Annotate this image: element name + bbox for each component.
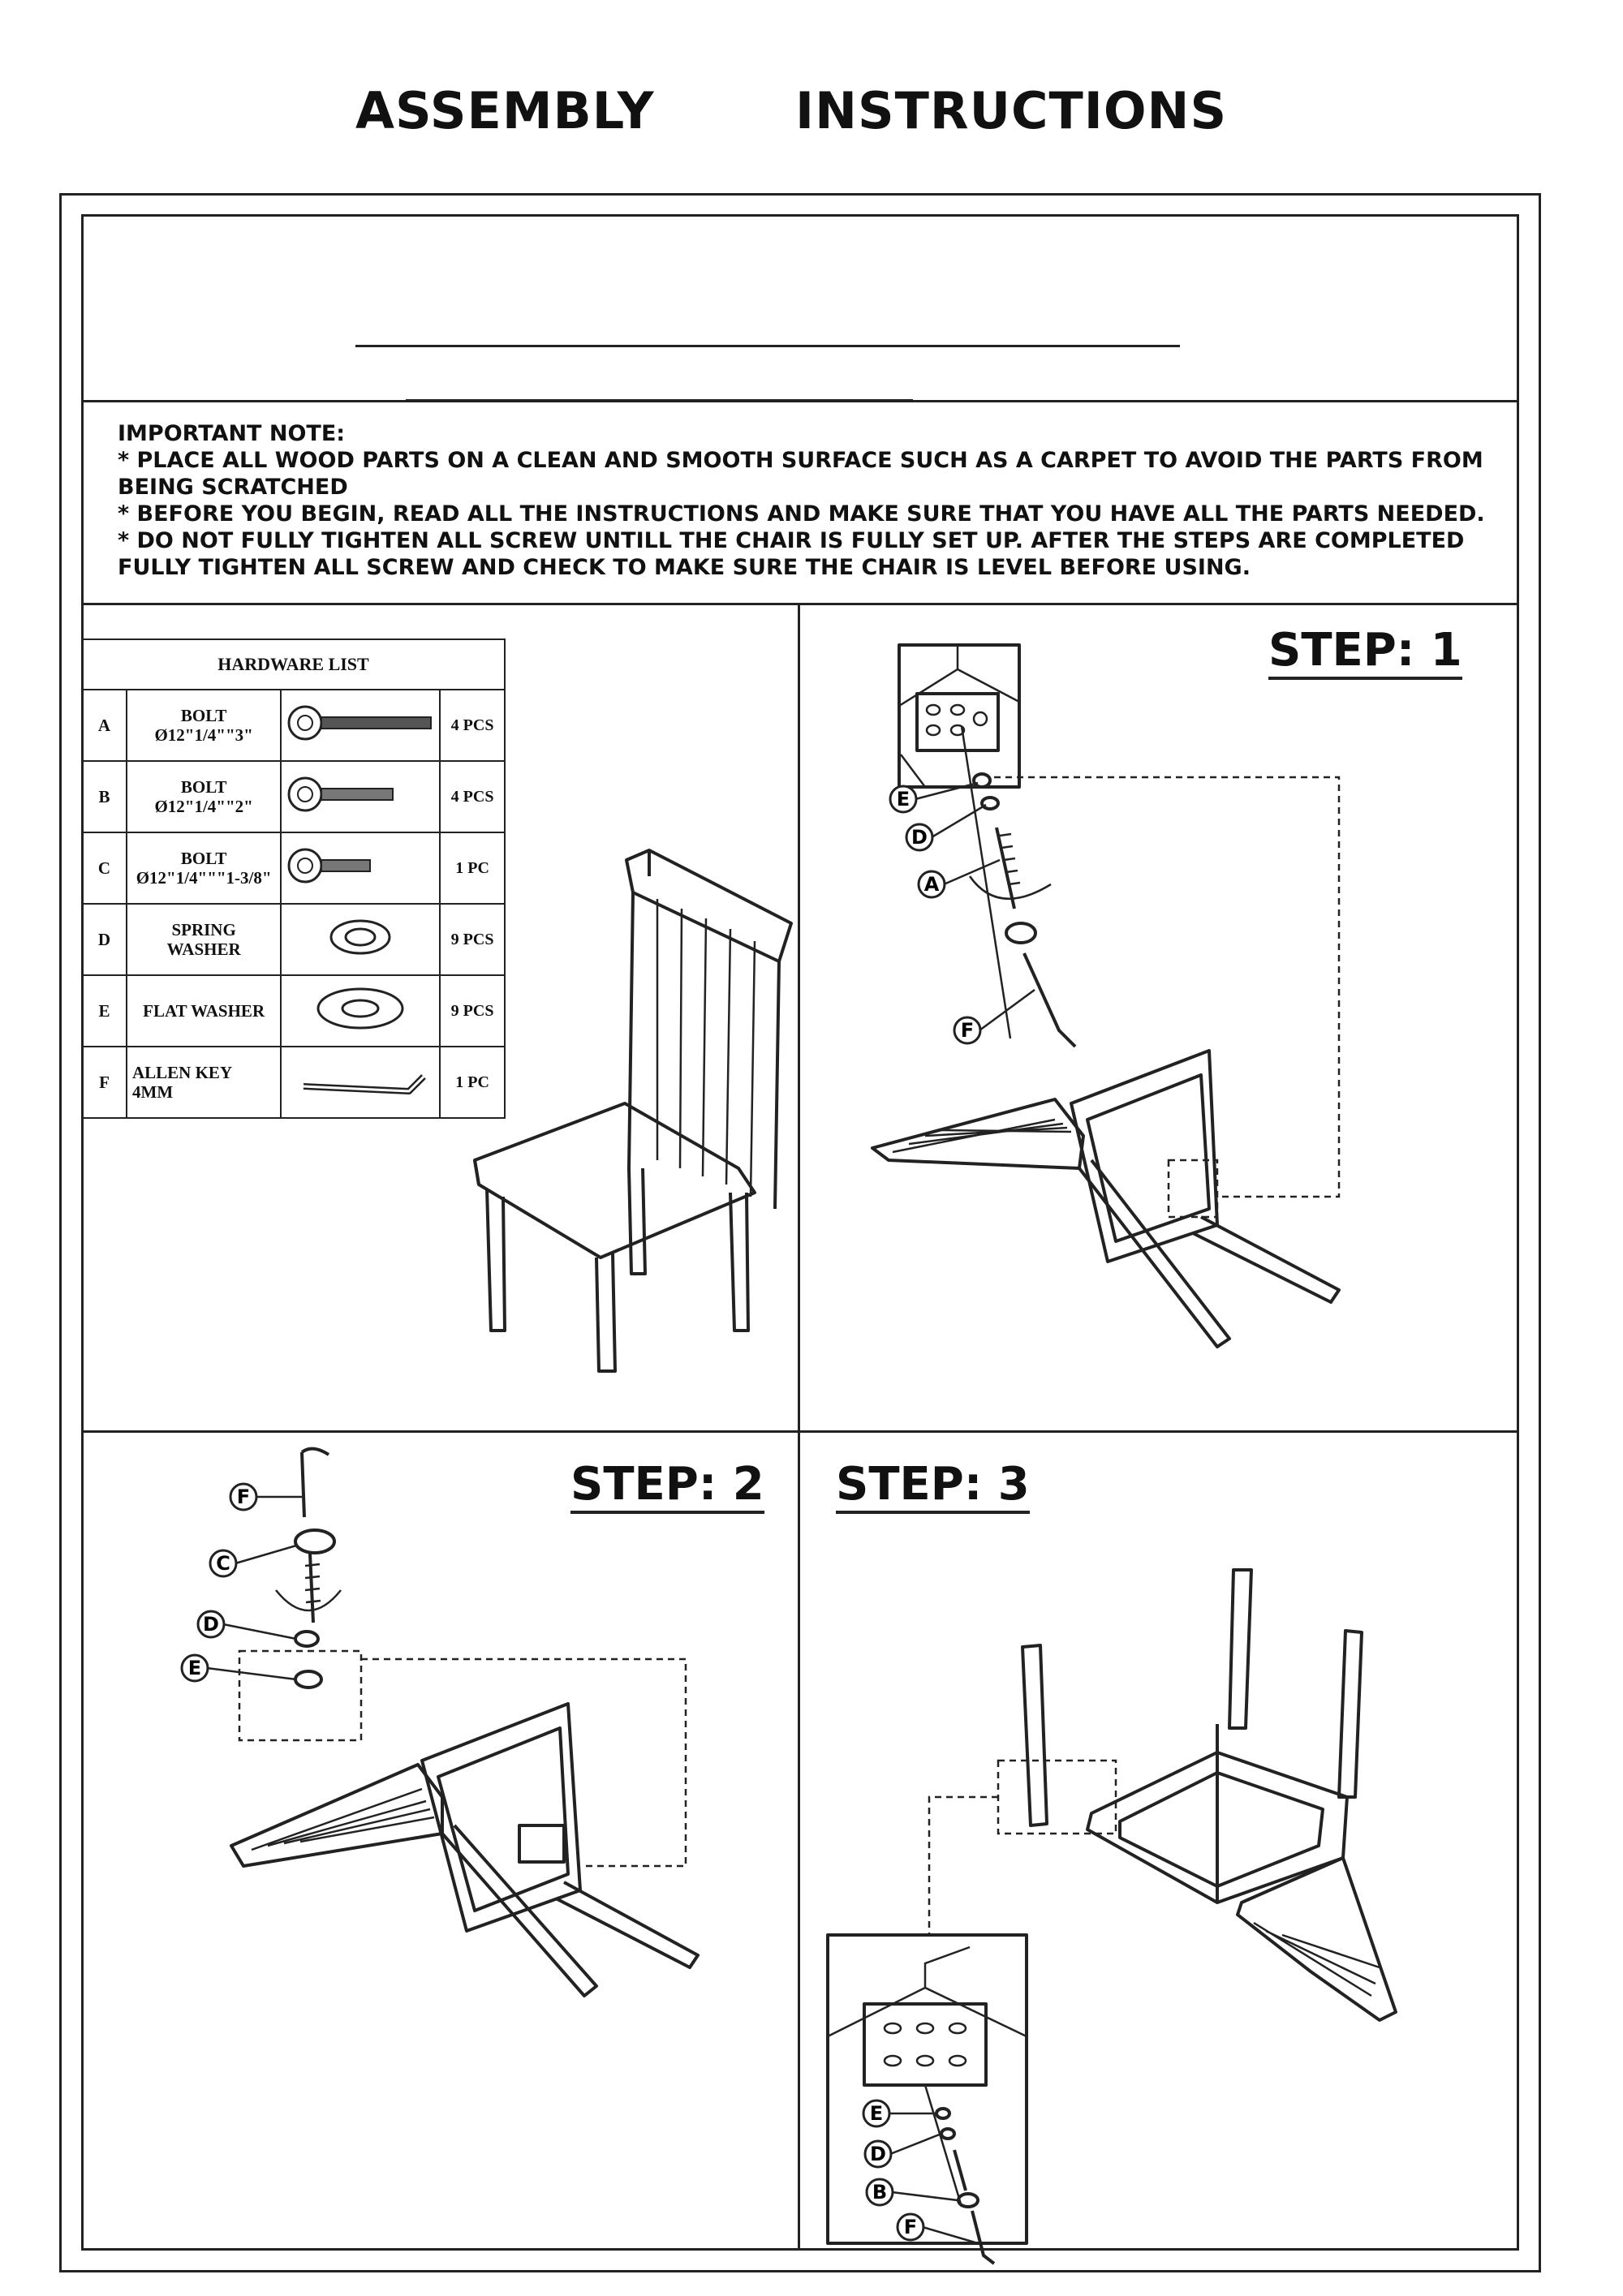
- title-word-instructions: INSTRUCTIONS: [795, 81, 1228, 140]
- assembled-chair-drawing: [475, 850, 791, 1371]
- part-name-line: FLAT WASHER: [143, 1001, 265, 1021]
- callout-label: F: [960, 1019, 975, 1042]
- part-letter: E: [82, 975, 127, 1047]
- part-name-line: BOLT: [180, 849, 227, 868]
- callout-label: D: [870, 2143, 886, 2165]
- part-letter: D: [82, 904, 127, 975]
- callout-label: E: [896, 788, 911, 810]
- part-letter: A: [82, 690, 127, 761]
- notes-line: FULLY TIGHTEN ALL SCREW AND CHECK TO MAKE SURE THE CHAIR IS LEVEL BEFORE USING.: [118, 555, 1251, 580]
- part-qty: 9 PCS: [440, 975, 505, 1047]
- part-name-line: SPRING: [171, 920, 236, 939]
- step-3-title: STEP: 3: [836, 1460, 1030, 1514]
- part-qty: 1 PC: [440, 832, 505, 904]
- part-name-line: ALLEN KEY: [132, 1063, 233, 1082]
- part-name-line: Ø12"1/4"""1-3/8": [136, 868, 272, 888]
- notes-line: * BEFORE YOU BEGIN, READ ALL THE INSTRUCTIONS AND MAKE SURE THAT YOU HAVE ALL THE PARTS NEEDED.: [118, 501, 1485, 527]
- part-qty: 4 PCS: [440, 761, 505, 832]
- step-3-drawing: [828, 1570, 1396, 2264]
- callout-label: E: [869, 2102, 884, 2125]
- callout-label: F: [903, 2216, 918, 2238]
- callout-label: E: [187, 1657, 202, 1679]
- callout-label: D: [203, 1613, 219, 1636]
- notes-line: * DO NOT FULLY TIGHTEN ALL SCREW UNTILL THE CHAIR IS FULLY SET UP. AFTER THE STEPS ARE COMPLETED: [118, 528, 1465, 553]
- callout-label: F: [236, 1486, 251, 1508]
- step-1-drawing: [872, 645, 1339, 1347]
- part-letter: F: [82, 1047, 127, 1118]
- part-name-line: WASHER: [166, 939, 241, 959]
- callout-label: A: [923, 873, 940, 896]
- notes-line: BEING SCRATCHED: [118, 475, 348, 500]
- notes-heading: IMPORTANT NOTE:: [118, 421, 346, 446]
- notes-line: * PLACE ALL WOOD PARTS ON A CLEAN AND SMOOTH SURFACE SUCH AS A CARPET TO AVOID THE PARTS FROM: [118, 448, 1483, 473]
- part-qty: 9 PCS: [440, 904, 505, 975]
- part-name-line: Ø12"1/4""2": [154, 797, 253, 816]
- title-word-assembly: ASSEMBLY: [355, 81, 655, 140]
- part-name-line: Ø12"1/4""3": [154, 725, 253, 745]
- callout-label: D: [911, 826, 928, 849]
- callout-label: B: [872, 2181, 888, 2204]
- step-2-title: STEP: 2: [570, 1460, 764, 1514]
- part-qty: 1 PC: [440, 1047, 505, 1118]
- part-name-line: 4MM: [132, 1082, 174, 1102]
- step-2-drawing: [231, 1449, 698, 1996]
- step-1-callouts: [890, 783, 1035, 1043]
- callout-label: C: [216, 1552, 230, 1575]
- part-letter: B: [82, 761, 127, 832]
- part-letter: C: [82, 832, 127, 904]
- part-name-line: BOLT: [180, 706, 227, 725]
- hardware-list-heading: HARDWARE LIST: [82, 639, 505, 690]
- step-1-title: STEP: 1: [1268, 626, 1462, 680]
- part-name-line: BOLT: [180, 777, 227, 797]
- part-qty: 4 PCS: [440, 690, 505, 761]
